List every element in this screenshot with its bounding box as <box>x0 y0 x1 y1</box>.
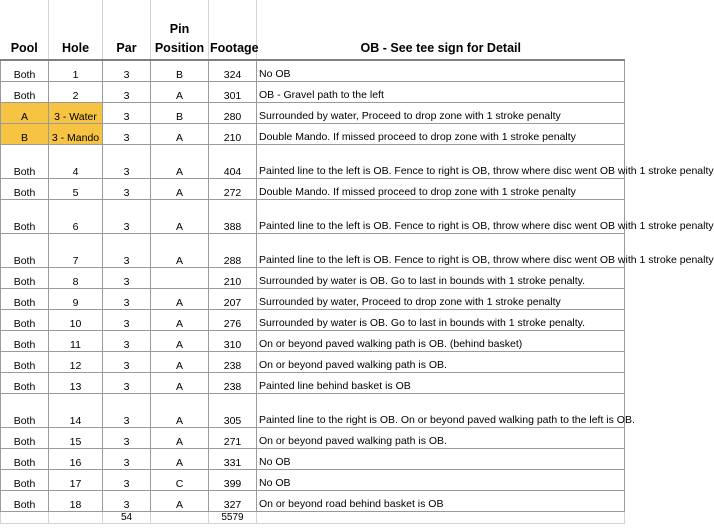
pin-position-cell: A <box>151 145 209 179</box>
table-row <box>1 428 625 449</box>
par-cell: 3 <box>103 373 151 394</box>
par-cell: 3 <box>103 103 151 124</box>
par-cell: 3 <box>103 394 151 428</box>
footage-cell: 210 <box>209 268 257 289</box>
pin-position-cell: A <box>151 179 209 200</box>
pin-position-cell: A <box>151 234 209 268</box>
par-cell: 3 <box>103 82 151 103</box>
table-row <box>1 352 625 373</box>
pool-cell: Both <box>1 394 49 428</box>
ob-rule-cell: No OB <box>257 449 625 470</box>
ob-rule-cell: On or beyond paved walking path is OB. <box>257 428 625 449</box>
footage-cell: 207 <box>209 289 257 310</box>
ob-rule-cell: Double Mando. If missed proceed to drop zone with 1 stroke penalty <box>257 179 625 200</box>
hole-cell: 9 <box>49 289 103 310</box>
table-row <box>1 234 625 268</box>
par-cell: 3 <box>103 268 151 289</box>
footage-cell: 404 <box>209 145 257 179</box>
pool-cell: Both <box>1 491 49 512</box>
header-par: Par <box>103 0 151 60</box>
footage-cell: 272 <box>209 179 257 200</box>
par-cell: 3 <box>103 60 151 82</box>
footage-cell: 399 <box>209 470 257 491</box>
header-hole: Hole <box>49 0 103 60</box>
hole-cell: 2 <box>49 82 103 103</box>
footage-cell: 210 <box>209 124 257 145</box>
footage-cell: 331 <box>209 449 257 470</box>
pin-position-cell: A <box>151 289 209 310</box>
totals-ob-cell <box>257 512 625 524</box>
ob-rule-cell: On or beyond paved walking path is OB. <box>257 352 625 373</box>
table-row <box>1 310 625 331</box>
ob-rule-cell: Painted line to the right is OB. On or beyond paved walking path to the left is OB. <box>257 394 625 428</box>
totals-row <box>1 512 625 524</box>
footage-cell: 305 <box>209 394 257 428</box>
header-pin-position <box>151 0 209 60</box>
footage-cell: 238 <box>209 352 257 373</box>
total-footage: 5579 <box>209 512 257 524</box>
ob-rule-cell: Surrounded by water is OB. Go to last in bounds with 1 stroke penalty. <box>257 310 625 331</box>
table-row <box>1 179 625 200</box>
footage-cell: 324 <box>209 60 257 82</box>
hole-cell: 3 - Mando <box>49 124 103 145</box>
pool-cell: Both <box>1 234 49 268</box>
par-cell: 3 <box>103 310 151 331</box>
table-row <box>1 268 625 289</box>
ob-rule-cell: Painted line to the left is OB. Fence to right is OB, throw where disc went OB with 1 stroke penalty <box>257 145 625 179</box>
hole-cell: 3 - Water <box>49 103 103 124</box>
ob-rule-cell: Surrounded by water, Proceed to drop zone with 1 stroke penalty <box>257 289 625 310</box>
hole-cell: 11 <box>49 331 103 352</box>
pool-cell: Both <box>1 331 49 352</box>
pool-cell: Both <box>1 60 49 82</box>
hole-cell: 7 <box>49 234 103 268</box>
pool-cell: Both <box>1 268 49 289</box>
pool-cell: Both <box>1 449 49 470</box>
table-row <box>1 82 625 103</box>
hole-cell: 13 <box>49 373 103 394</box>
ob-rule-cell: Surrounded by water is OB. Go to last in bounds with 1 stroke penalty. <box>257 268 625 289</box>
pool-cell: Both <box>1 145 49 179</box>
hole-cell: 1 <box>49 60 103 82</box>
par-cell: 3 <box>103 491 151 512</box>
pool-cell: Both <box>1 82 49 103</box>
hole-cell: 17 <box>49 470 103 491</box>
footage-cell: 388 <box>209 200 257 234</box>
pool-cell: Both <box>1 289 49 310</box>
footage-cell: 238 <box>209 373 257 394</box>
table-row <box>1 394 625 428</box>
header-footage: Footage <box>209 0 257 60</box>
pin-position-cell: A <box>151 310 209 331</box>
hole-cell: 8 <box>49 268 103 289</box>
table-row <box>1 491 625 512</box>
hole-cell: 5 <box>49 179 103 200</box>
table-row <box>1 60 625 82</box>
header-row <box>1 0 625 60</box>
par-cell: 3 <box>103 145 151 179</box>
table-row <box>1 289 625 310</box>
ob-rule-cell: Painted line to the left is OB. Fence to right is OB, throw where disc went OB with 1 stroke penalty <box>257 200 625 234</box>
pin-position-cell: A <box>151 82 209 103</box>
hole-cell: 14 <box>49 394 103 428</box>
ob-rule-cell: Painted line to the left is OB. Fence to right is OB, throw where disc went OB with 1 stroke penalty <box>257 234 625 268</box>
pin-position-cell: C <box>151 470 209 491</box>
pin-position-cell: B <box>151 60 209 82</box>
pool-cell: Both <box>1 200 49 234</box>
pool-cell: Both <box>1 310 49 331</box>
hole-cell: 4 <box>49 145 103 179</box>
table-row <box>1 373 625 394</box>
ob-rule-cell: Surrounded by water, Proceed to drop zone with 1 stroke penalty <box>257 103 625 124</box>
footage-cell: 288 <box>209 234 257 268</box>
table-row <box>1 331 625 352</box>
ob-rule-cell: No OB <box>257 60 625 82</box>
pin-position-cell: A <box>151 352 209 373</box>
par-cell: 3 <box>103 200 151 234</box>
ob-rule-cell: OB - Gravel path to the left <box>257 82 625 103</box>
pool-cell: Both <box>1 373 49 394</box>
pool-cell: Both <box>1 428 49 449</box>
footage-cell: 310 <box>209 331 257 352</box>
pin-position-cell: B <box>151 103 209 124</box>
par-cell: 3 <box>103 449 151 470</box>
footage-cell: 271 <box>209 428 257 449</box>
pin-position-cell: A <box>151 491 209 512</box>
hole-cell: 18 <box>49 491 103 512</box>
pin-position-cell: A <box>151 428 209 449</box>
totals-pin-cell <box>151 512 209 524</box>
table-row <box>1 200 625 234</box>
par-cell: 3 <box>103 428 151 449</box>
ob-rule-cell: Double Mando. If missed proceed to drop zone with 1 stroke penalty <box>257 124 625 145</box>
pin-position-cell: A <box>151 331 209 352</box>
pin-position-cell: A <box>151 124 209 145</box>
footage-cell: 280 <box>209 103 257 124</box>
table-row <box>1 103 625 124</box>
hole-cell: 6 <box>49 200 103 234</box>
total-par: 54 <box>103 512 151 524</box>
par-cell: 3 <box>103 470 151 491</box>
table-row <box>1 470 625 491</box>
pool-cell: Both <box>1 179 49 200</box>
table-row <box>1 449 625 470</box>
ob-rule-cell: Painted line behind basket is OB <box>257 373 625 394</box>
pin-position-cell: A <box>151 394 209 428</box>
par-cell: 3 <box>103 352 151 373</box>
pool-cell: Both <box>1 470 49 491</box>
pin-position-cell <box>151 268 209 289</box>
par-cell: 3 <box>103 331 151 352</box>
footage-cell: 276 <box>209 310 257 331</box>
pool-cell: Both <box>1 352 49 373</box>
ob-rule-cell: On or beyond road behind basket is OB <box>257 491 625 512</box>
totals-hole-cell <box>49 512 103 524</box>
footage-cell: 327 <box>209 491 257 512</box>
hole-cell: 16 <box>49 449 103 470</box>
hole-cell: 10 <box>49 310 103 331</box>
pin-position-cell: A <box>151 200 209 234</box>
ob-rule-cell: On or beyond paved walking path is OB. (behind basket) <box>257 331 625 352</box>
header-ob: OB - See tee sign for Detail <box>257 0 625 60</box>
hole-cell: 12 <box>49 352 103 373</box>
header-pin-line2: Position <box>154 41 205 55</box>
header-pin-line1: Pin <box>169 22 190 36</box>
par-cell: 3 <box>103 179 151 200</box>
totals-pool-cell <box>1 512 49 524</box>
par-cell: 3 <box>103 289 151 310</box>
pool-cell: B <box>1 124 49 145</box>
footage-cell: 301 <box>209 82 257 103</box>
ob-rule-cell: No OB <box>257 470 625 491</box>
par-cell: 3 <box>103 234 151 268</box>
hole-cell: 15 <box>49 428 103 449</box>
pool-cell: A <box>1 103 49 124</box>
par-cell: 3 <box>103 124 151 145</box>
table-row <box>1 145 625 179</box>
pin-position-cell: A <box>151 449 209 470</box>
pin-position-cell: A <box>151 373 209 394</box>
table-row <box>1 124 625 145</box>
header-pool: Pool <box>1 0 49 60</box>
